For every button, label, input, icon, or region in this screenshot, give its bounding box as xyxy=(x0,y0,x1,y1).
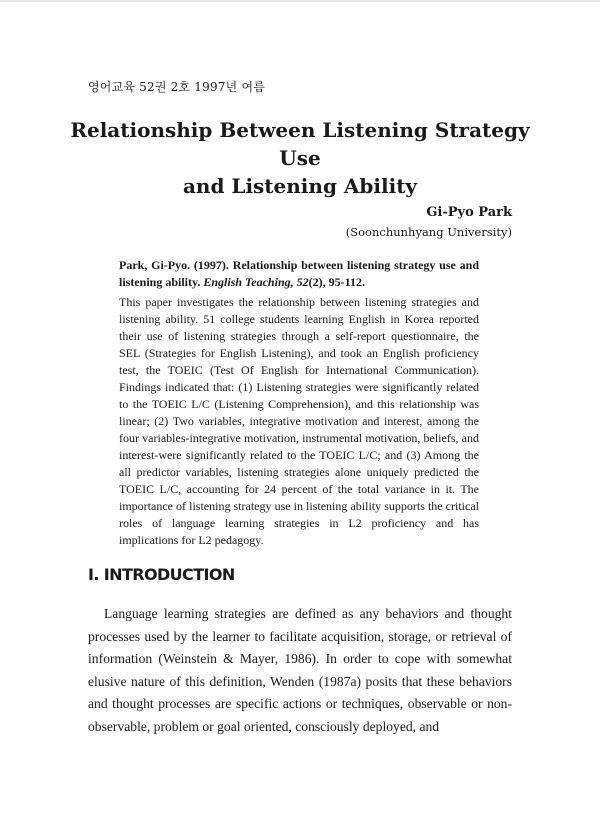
citation-prefix: Park, Gi-Pyo. (1997). Relationship between listening strategy use and listening ability. xyxy=(119,258,479,289)
paper-title-line-1: Relationship Between Listening Strategy Use xyxy=(70,118,530,170)
abstract-text: This paper investigates the relationship between listening strategies and listening ability. 51 college students learning English in Korea reported their use of listening strategies through a self-report questionnaire, the SEL (Strategies for English Listening), and took an English proficiency test, the TOEIC (Test Of English for International Communication). Findings indicated that: (1) Listening strategies were significantly related to the TOEIC L/C (Listening Comprehension), and this relationship was linear; (2) Two variables, integrative motivation and interest, among the four variables-integrative motivation, instrumental motivation, beliefs, and interest-were significantly related to the TOEIC L/C; and (3) Among the all predictor variables, listening strategies alone uniquely predicted the TOEIC L/C, accounting for 24 percent of the total variance in it. The importance of listening strategy use in listening ability supports the critical roles of language learning strategies in L2 proficiency and has implications for L2 pedagogy. xyxy=(119,295,479,547)
author-block xyxy=(346,203,512,241)
paper-title-line-2: and Listening Ability xyxy=(182,174,418,198)
abstract-block xyxy=(119,257,479,549)
journal-header: 영어교육 52권 2호 1997년 여름 xyxy=(88,80,266,94)
paper-title xyxy=(60,116,540,200)
citation-suffix: (2), 95-112. xyxy=(308,275,365,289)
citation-journal: English Teaching, 52 xyxy=(203,275,309,289)
section-heading-introduction: I. INTRODUCTION xyxy=(88,565,235,584)
citation xyxy=(119,257,479,291)
intro-paragraph: Language learning strategies are defined as any behaviors and thought processes used by the learner to facilitate acquisition, storage, or retrieval of information (Weinstein & Mayer, 1986). In order to cope with somewhat elusive nature of this definition, Wenden (1987a) posits that these behaviors and thought processes are specific actions or techniques, observable or non-observable, problem or goal oriented, consciously deployed, and xyxy=(88,606,512,734)
author-affiliation: (Soonchunhyang University) xyxy=(345,225,512,239)
author-name: Gi-Pyo Park xyxy=(426,205,512,220)
